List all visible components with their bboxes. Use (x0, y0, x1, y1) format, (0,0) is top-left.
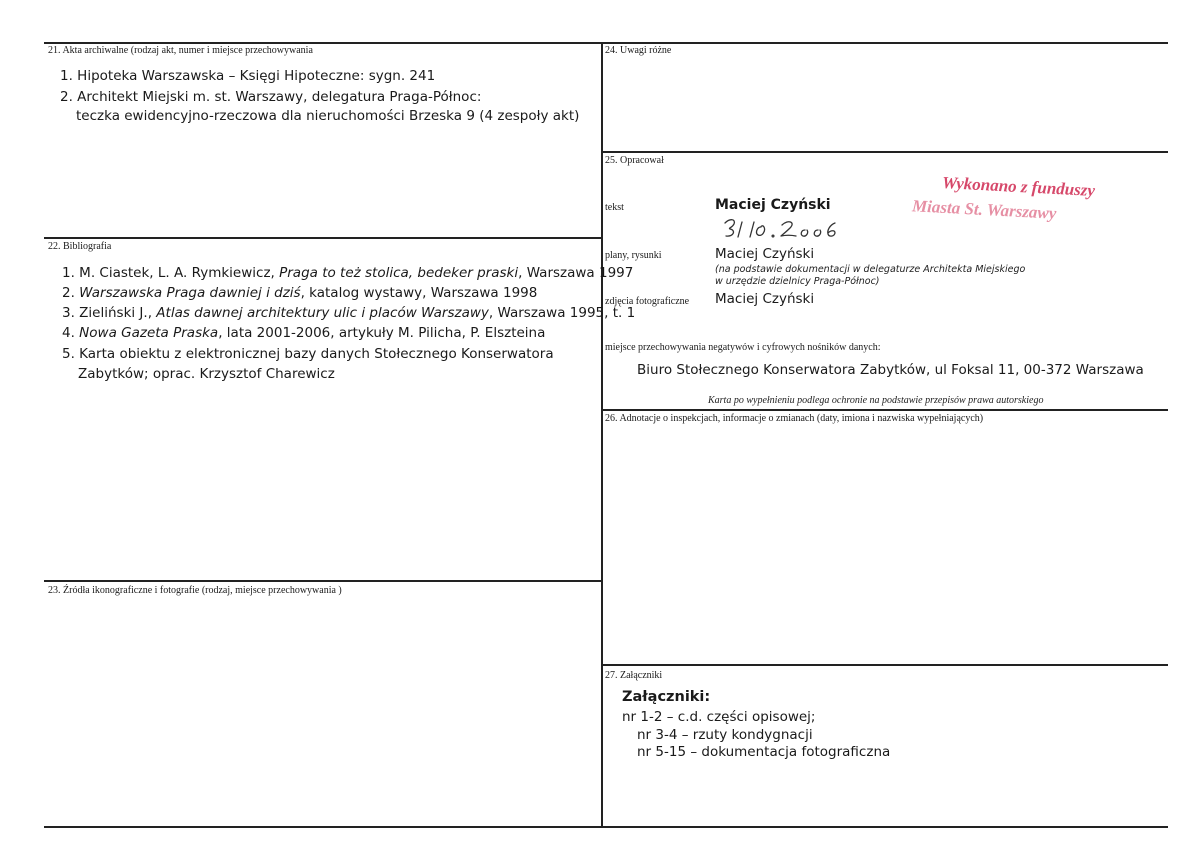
section-22-label: 22. Bibliografia (48, 241, 112, 252)
divider-24-25 (602, 151, 1168, 153)
tekst-label: tekst (605, 202, 624, 213)
archive-item-2-cont: teczka ewidencyjno-rzeczowa dla nieruchomości Brzeska 9 (4 zespoły akt) (76, 108, 580, 124)
section-26-label: 26. Adnotacje o inspekcjach, informacje o zmianach (daty, imiona i nazwiska wypełniających) (605, 413, 984, 424)
divider-26-27 (602, 664, 1168, 666)
funding-stamp-line-2: Miasta St. Warszawy (911, 196, 1057, 223)
attachment-item-3: nr 5-15 – dokumentacja fotograficzna (637, 744, 891, 760)
tekst-author: Maciej Czyński (715, 197, 831, 213)
handwritten-date-signature (722, 214, 882, 244)
top-rule (44, 42, 1168, 44)
copyright-note: Karta po wypełnieniu podlega ochronie na podstawie przepisów prawa autorskiego (708, 395, 1044, 406)
plany-author: Maciej Czyński (715, 246, 815, 262)
section-24-label: 24. Uwagi różne (605, 45, 672, 56)
divider-21-22 (44, 237, 602, 239)
archive-item-1: 1. Hipoteka Warszawska – Księgi Hipoteczne: sygn. 241 (60, 68, 436, 84)
funding-stamp-line-1: Wykonano z funduszy (941, 173, 1096, 200)
miejsce-value: Biuro Stołecznego Konserwatora Zabytków, ul Foksal 11, 00-372 Warszawa (637, 362, 1144, 378)
bibliography-item-5-cont: Zabytków; oprac. Krzysztof Charewicz (78, 366, 335, 382)
plany-note-line-2: w urzędzie dzielnicy Praga-Północ) (715, 276, 880, 287)
section-21-label: 21. Akta archiwalne (rodzaj akt, numer i miejsce przechowywania (48, 45, 313, 56)
zdjecia-author: Maciej Czyński (715, 291, 815, 307)
plany-note-line-1: (na podstawie dokumentacji w delegaturze Architekta Miejskiego (715, 264, 1026, 275)
bibliography-item-5: 5. Karta obiektu z elektronicznej bazy danych Stołecznego Konserwatora (62, 346, 554, 362)
archive-item-2: 2. Architekt Miejski m. st. Warszawy, delegatura Praga-Północ: (60, 89, 482, 105)
bibliography-item-4: 4. Nowa Gazeta Praska, lata 2001-2006, artykuły M. Pilicha, P. Elszteina (62, 325, 546, 341)
divider-22-23 (44, 580, 602, 582)
attachment-item-2: nr 3-4 – rzuty kondygnacji (637, 727, 813, 743)
divider-25-26 (602, 409, 1168, 411)
column-divider (601, 42, 603, 828)
bottom-rule (44, 826, 1168, 828)
section-25-label: 25. Opracował (605, 155, 664, 166)
section-23-label: 23. Źródła ikonograficzne i fotografie (rodzaj, miejsce przechowywania ) (48, 585, 342, 596)
miejsce-label: miejsce przechowywania negatywów i cyfrowych nośników danych: (605, 342, 881, 353)
bibliography-item-1: 1. M. Ciastek, L. A. Rymkiewicz, Praga to też stolica, bedeker praski, Warszawa 1997 (62, 265, 634, 281)
section-27-label: 27. Załączniki (605, 670, 663, 681)
zdjecia-label: zdjęcia fotograficzne (605, 296, 690, 307)
bibliography-item-3: 3. Zieliński J., Atlas dawnej architektury ulic i placów Warszawy, Warszawa 1995, t. 1 (62, 305, 636, 321)
bibliography-item-2: 2. Warszawska Praga dawniej i dziś, katalog wystawy, Warszawa 1998 (62, 285, 538, 301)
attachments-heading: Załączniki: (622, 689, 711, 705)
attachment-item-1: nr 1-2 – c.d. części opisowej; (622, 709, 816, 725)
plany-label: plany, rysunki (605, 250, 662, 261)
